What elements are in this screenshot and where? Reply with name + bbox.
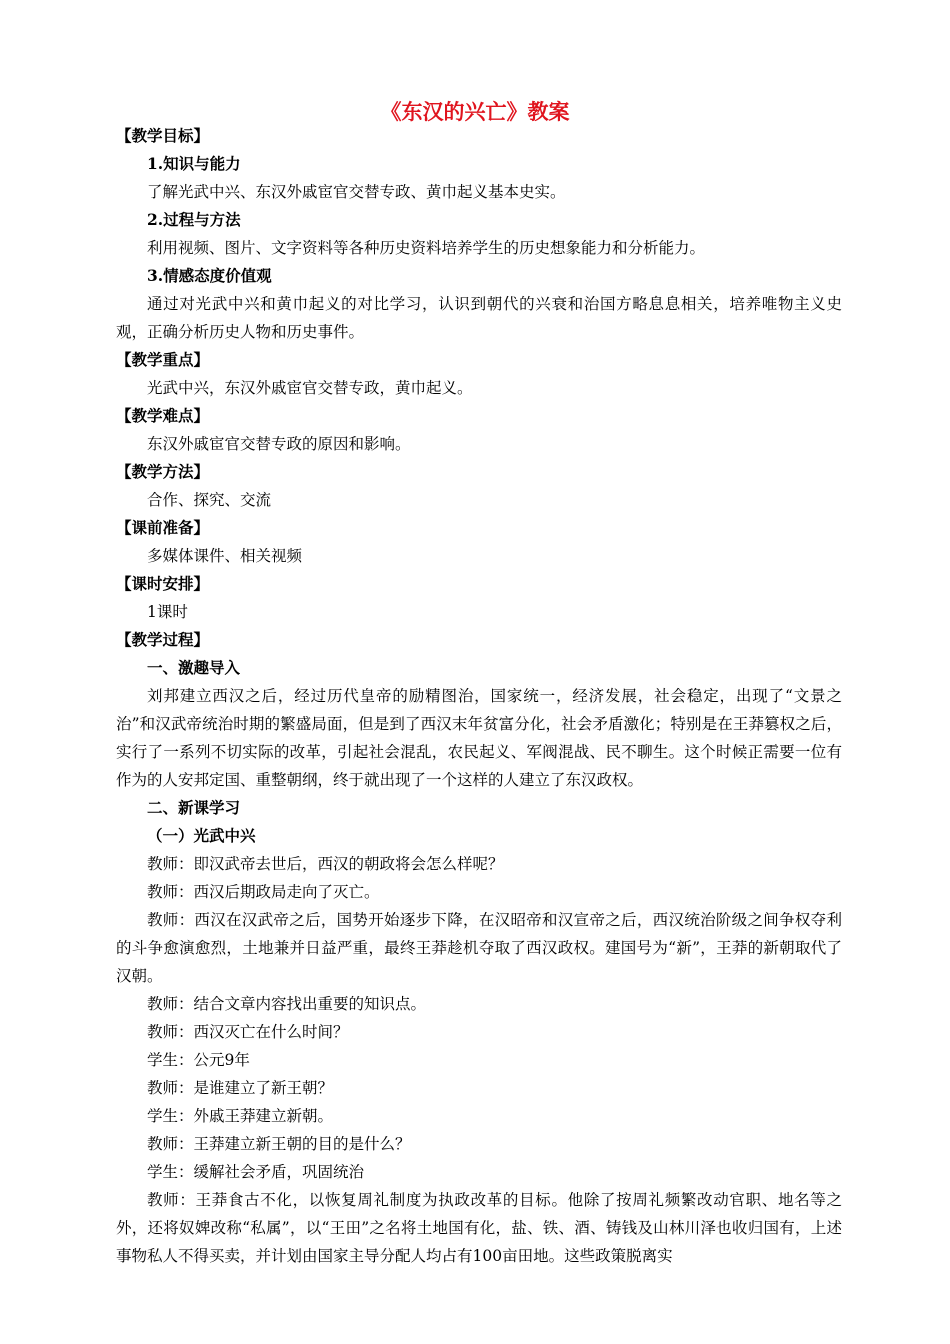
method-heading: 【教学方法】 (116, 462, 210, 481)
schedule-text: 1课时 (147, 603, 188, 621)
dialog-line: 教师：结合文章内容找出重要的知识点。 (147, 995, 427, 1013)
goal1-text: 了解光武中兴、东汉外戚宦官交替专政、黄巾起义基本史实。 (147, 183, 566, 201)
goal2-heading: 2.过程与方法 (147, 210, 241, 229)
key-heading: 【教学重点】 (116, 350, 210, 369)
teacher-paragraph: 教师：西汉在汉武帝之后，国势开始逐步下降，在汉昭帝和汉宣帝之后，西汉统治阶级之间争权夺利的斗争愈演愈烈，土地兼并日益严重，最终王莽趁机夺取了西汉政权。建国号为“新”，王莽的新朝取代了汉朝。 (116, 911, 842, 985)
dialog-line: 教师：是谁建立了新王朝？ (147, 1079, 334, 1097)
intro-text: 刘邦建立西汉之后，经过历代皇帝的励精图治，国家统一，经济发展，社会稳定，出现了“文景之治”和汉武帝统治时期的繁盛局面，但是到了西汉末年贫富分化，社会矛盾激化；特别是在王莽篡权之后，实行了一系列不切实际的改革，引起社会混乱，农民起义、军阀混战、民不聊生。这个时候正需要一位有作为的人安邦定国、重整朝纲，终于就出现了一个这样的人建立了东汉政权。 (116, 687, 842, 789)
difficult-heading: 【教学难点】 (116, 406, 210, 425)
dialog-line: 教师：王莽建立新王朝的目的是什么？ (147, 1135, 411, 1153)
key-text: 光武中兴，东汉外戚宦官交替专政，黄巾起义。 (147, 379, 473, 397)
goal3-heading: 3.情感态度价值观 (147, 266, 272, 285)
goal1-heading: 1.知识与能力 (147, 154, 241, 173)
dialog-line: 学生：公元9年 (147, 1051, 250, 1069)
dialog-line: 教师：即汉武帝去世后，西汉的朝政将会怎么样呢？ (147, 855, 504, 873)
intro-heading: 一、激趣导入 (147, 658, 241, 677)
sub1-heading: （一）光武中兴 (147, 826, 256, 845)
last-paragraph: 教师：王莽食古不化，以恢复周礼制度为执政改革的目标。他除了按周礼频繁改动官职、地名等之外，还将奴婢改称“私属”，以“王田”之名将土地国有化，盐、铁、酒、铸钱及山林川泽也收归国有，上述事物私人不得买卖，并计划由国家主导分配人均占有100亩田地。这些政策脱离实 (116, 1191, 842, 1265)
difficult-text: 东汉外戚宦官交替专政的原因和影响。 (147, 435, 411, 453)
document-title: 《东汉的兴亡》教案 (380, 99, 570, 124)
dialog-line: 学生：外戚王莽建立新朝。 (147, 1107, 334, 1125)
prep-text: 多媒体课件、相关视频 (147, 547, 303, 565)
goal3-text: 通过对光武中兴和黄巾起义的对比学习，认识到朝代的兴衰和治国方略息息相关，培养唯物主义史观，正确分析历史人物和历史事件。 (116, 295, 842, 341)
goal2-text: 利用视频、图片、文字资料等各种历史资料培养学生的历史想象能力和分析能力。 (147, 239, 706, 257)
new-heading: 二、新课学习 (147, 798, 241, 817)
dialog-line: 教师：西汉后期政局走向了灭亡。 (147, 883, 380, 901)
prep-heading: 【课前准备】 (116, 518, 210, 537)
schedule-heading: 【课时安排】 (116, 574, 210, 593)
goal-heading: 【教学目标】 (116, 126, 210, 145)
method-text: 合作、探究、交流 (147, 491, 272, 509)
dialog-line: 教师：西汉灭亡在什么时间？ (147, 1023, 349, 1041)
dialog-line: 学生：缓解社会矛盾，巩固统治 (147, 1163, 365, 1181)
process-heading: 【教学过程】 (116, 630, 210, 649)
